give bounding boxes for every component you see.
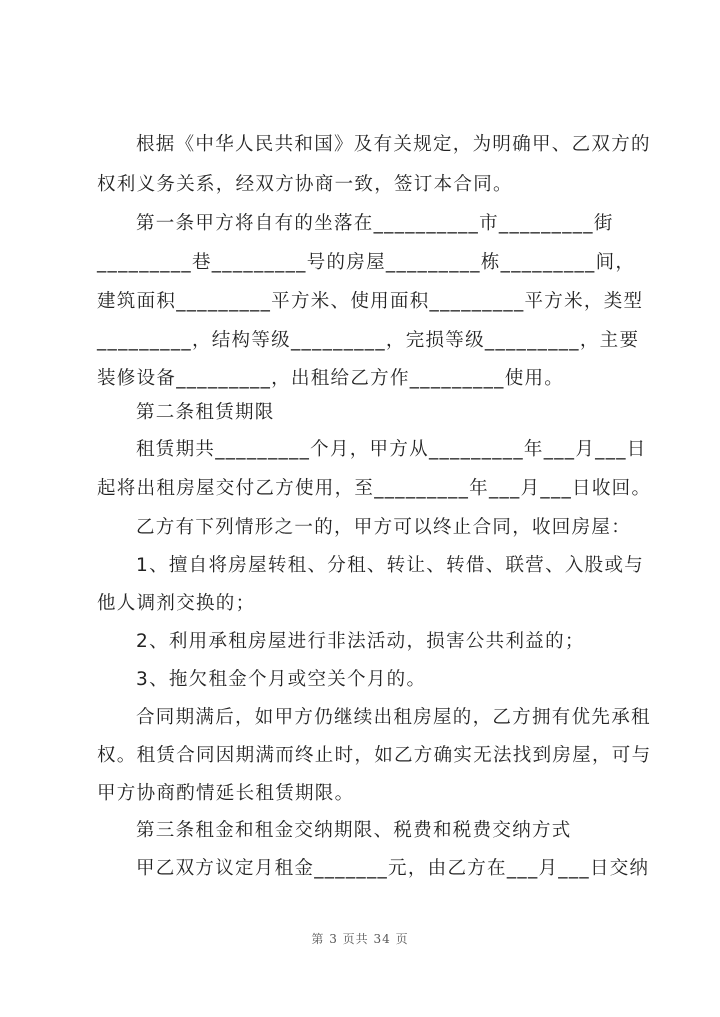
section-heading: 第二条租赁期限 xyxy=(136,402,275,423)
section-heading: 第三条租金和租金交纳期限、税费和税费交纳方式 xyxy=(136,820,572,841)
paragraph-line: 权。租赁合同因期满而终止时，如乙方确实无法找到房屋，可与 xyxy=(97,745,652,766)
paragraph-line: 甲乙双方议定月租金_______元，由乙方在___月___日交纳 xyxy=(136,858,650,879)
paragraph-line: 根据《中华人民共和国》及有关规定，为明确甲、乙双方的 xyxy=(136,134,651,155)
paragraph-line: 权利义务关系，经双方协商一致，签订本合同。 xyxy=(97,174,513,195)
paragraph-line: _________，结构等级_________，完损等级_________，主要 xyxy=(97,330,640,351)
paragraph-line: 第一条甲方将自有的坐落在__________市_________街 xyxy=(136,213,614,234)
list-item: 1、擅自将房屋转租、分租、转让、转借、联营、入股或与 xyxy=(136,555,645,576)
list-item: 2、利用承租房屋进行非法活动，损害公共利益的； xyxy=(136,631,585,652)
paragraph-line: 合同期满后，如甲方仍继续出租房屋的，乙方拥有优先承租 xyxy=(136,707,651,728)
page-number: 第 3 页共 34 页 xyxy=(311,932,409,946)
paragraph-line: 租赁期共_________个月，甲方从_________年___月___日 xyxy=(136,439,647,460)
list-item: 3、拖欠租金个月或空关个月的。 xyxy=(136,669,427,690)
paragraph-line: _________巷_________号的房屋_________栋_________间， xyxy=(97,252,636,273)
paragraph-line: 起将出租房屋交付乙方使用，至_________年___月___日收回。 xyxy=(97,478,652,499)
paragraph-line: 甲方协商酌情延长租赁期限。 xyxy=(97,783,355,804)
paragraph-line: 装修设备_________，出租给乙方作_________使用。 xyxy=(97,368,565,389)
paragraph-line: 建筑面积_________平方米、使用面积_________平方米，类型 xyxy=(97,291,644,312)
list-item-continuation: 他人调剂交换的； xyxy=(97,593,256,614)
paragraph-line: 乙方有下列情形之一的，甲方可以终止合同，收回房屋： xyxy=(136,517,632,538)
